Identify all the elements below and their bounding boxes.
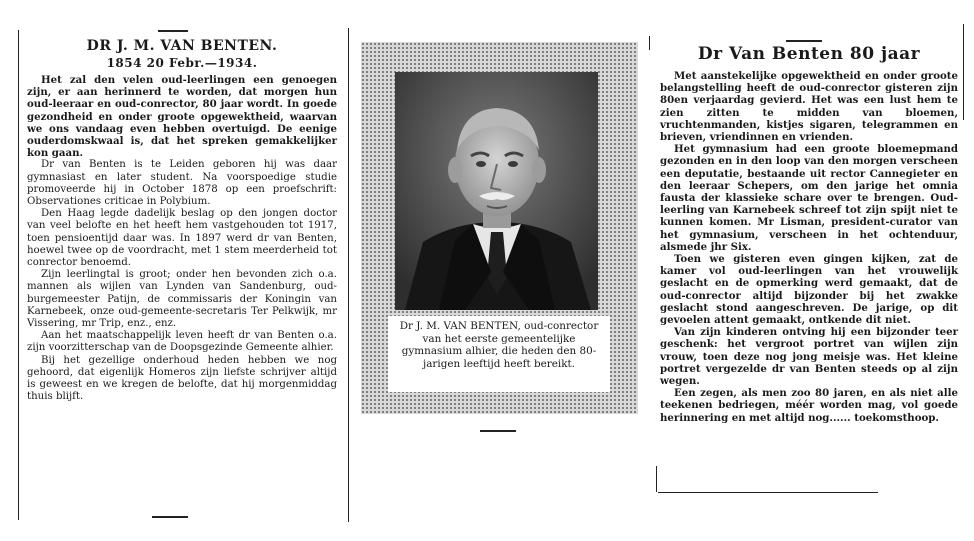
column-divider-left xyxy=(18,30,19,520)
photo-caption-box xyxy=(388,316,610,392)
left-paragraph-1: Het zal den velen oud-leerlingen een genoegen zijn, er aan herinnerd te worden, dat morgen hun oud-leeraar en oud-conrector, 80 jaar wordt. In goede gezondheid en onder groote opgewektheid, waarvan we ons vandaag even hebben overtuigd. De eenige ouderdomskwaal is, dat het spreken gemakkelijker kon gaan. xyxy=(27,74,337,160)
top-rule-right xyxy=(786,40,822,42)
top-rule-left xyxy=(158,30,188,32)
column-divider-far-right xyxy=(963,24,964,120)
left-paragraph-5: Aan het maatschappelijk leven heeft dr van Benten o.a. zijn voorzitterschap van de Doopsgezinde Gemeente alhier. xyxy=(27,330,337,354)
column-divider-right xyxy=(649,36,650,50)
bottom-rule-middle xyxy=(480,430,516,432)
left-article-title: DR J. M. VAN BENTEN. xyxy=(86,38,278,54)
right-article-border xyxy=(656,466,657,492)
left-article xyxy=(27,34,337,403)
column-divider-middle xyxy=(348,28,349,522)
right-paragraph-4: Van zijn kinderen ontving hij een bijzonder teer geschenk: het vergroot portret van wijlen zijn vrouw, toen deze nog jong meisje was. Het kleine portret vergezelde dr van Benten steeds op al zijn wegen. xyxy=(660,326,958,388)
photo-caption: Dr J. M. VAN BENTEN, oud-conrector van het eerste gemeentelijke gymnasium alhier, die heden den 80-jarigen leeftijd heeft bereikt. xyxy=(399,320,599,370)
right-paragraph-3: Toen we gisteren even gingen kijken, zat de kamer vol oud-leerlingen van het vrouwelijk geslacht en de opmerking werd gemaakt, dat de oud-conrector altijd bijzonder bij het zwakke geslacht stond aangeschreven. De jarige, op dit gevoelen attent gemaakt, ontkende dit niet. xyxy=(660,253,958,327)
left-article-dates: 1854 20 Febr.—1934. xyxy=(106,56,258,70)
right-article-title: Dr Van Benten 80 jaar xyxy=(697,44,921,64)
portrait-photo xyxy=(395,72,598,310)
right-paragraph-2: Het gymnasium had een groote bloemepmand gezonden en in den loop van den morgen verscheen een deputatie, bestaande uit rector Cannegieter en den leeraar Schepers, om den jarige het omnia fausta der klassieke schare over te brengen. Oud-leerling van Karnebeek schreef tot zijn spijt niet te kunnen komen. Mr Lisman, president-curator van het gymnasium, verscheen in het ochtenduur, alsmede jhr Six. xyxy=(660,143,958,253)
right-paragraph-1: Met aanstekelijke opgewektheid en onder groote belangstelling heeft de oud-conrector gisteren zijn 80en verjaardag gevierd. Het was een lust hem te zien zitten te midden van bloemen, vruchtenmanden, kistjes sigaren, telegrammen en brieven, vriendinnen en vrienden. xyxy=(660,70,958,144)
portrait-illustration xyxy=(395,72,598,310)
bottom-rule-left xyxy=(152,516,188,518)
left-paragraph-3: Den Haag legde dadelijk beslag op den jongen doctor van veel belofte en het heeft hem vastgehouden tot 1917, toen pensioentijd daar was. In 1897 werd dr van Benten, hoewel twee op de voordracht, met 1 stem meerderheid tot conrector benoemd. xyxy=(27,208,337,269)
left-paragraph-4: Zijn leerlingtal is groot; onder hen bevonden zich o.a. mannen als wijlen van Lynden van Sandenburg, oud-burgemeester Patijn, de commissaris der Koningin van Karnebeek, onze oud-gemeente-secretaris Ter Pelkwijk, mr Vissering, mr Trip, enz., enz. xyxy=(27,269,337,330)
right-article xyxy=(660,44,958,424)
left-paragraph-6: Bij het gezellige onderhoud heden hebben we nog gehoord, dat eigenlijk Homeros zijn liefste schrijver altijd is geweest en we kregen de belofte, dat hij morgenmiddag thuis blijft. xyxy=(27,354,337,403)
right-paragraph-5: Een zegen, als men zoo 80 jaren, en als niet alle teekenen bedriegen, méér worden mag, vol goede herinnering en met altijd nog...... toekomsthoop. xyxy=(660,387,958,424)
left-paragraph-2: Dr van Benten is te Leiden geboren hij was daar gymnasiast en later student. Na voorspoedige studie promoveerde hij in October 1878 op een proefschrift: Observationes criticae in Polybium. xyxy=(27,159,337,208)
bottom-rule-right xyxy=(658,492,878,493)
